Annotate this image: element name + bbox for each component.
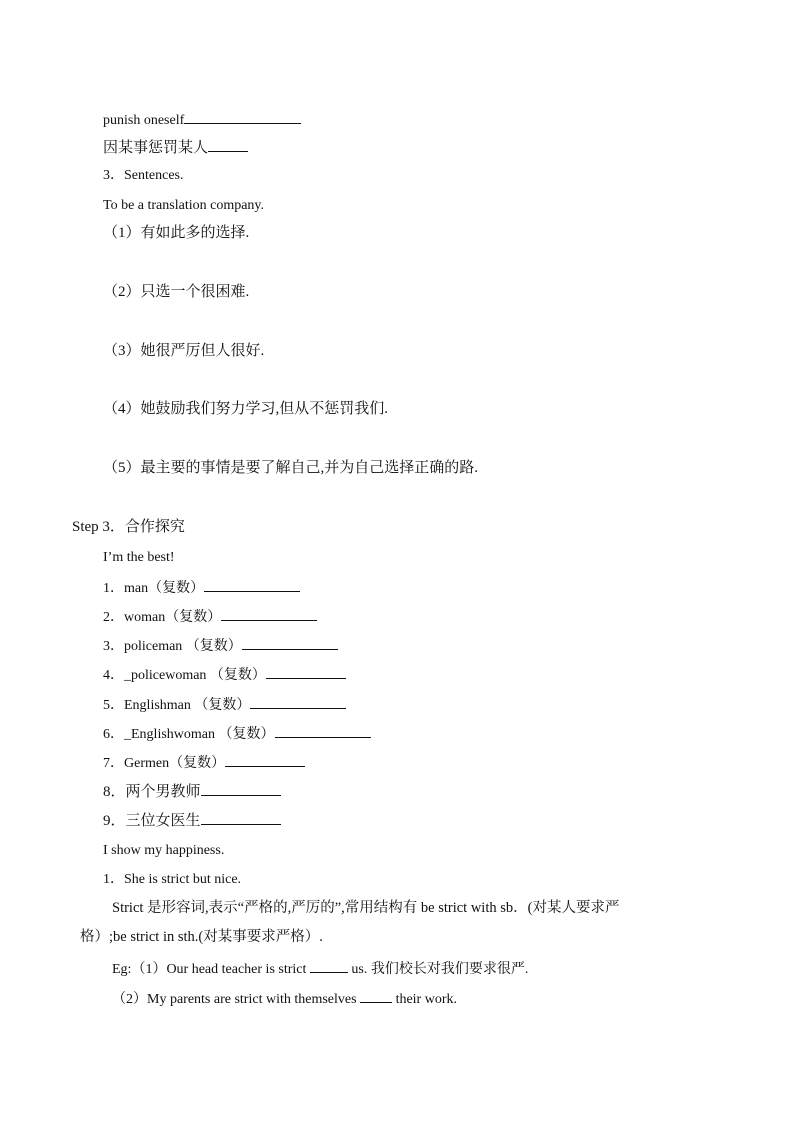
phrase-text: 因某事惩罚某人 (103, 140, 209, 156)
section-heading-sentences: 3．Sentences. (103, 168, 184, 183)
answer-blank[interactable] (225, 752, 305, 767)
answer-blank[interactable] (266, 664, 346, 679)
example-1 (112, 958, 528, 979)
plural-item-6 (103, 723, 371, 744)
item-text: 4．_policewoman （复数） (103, 668, 266, 683)
item-text: 3．policeman （复数） (103, 639, 242, 654)
answer-blank[interactable] (221, 606, 317, 621)
answer-blank[interactable] (275, 723, 371, 738)
item-text: 2．woman（复数） (103, 610, 222, 625)
sentence-intro: To be a translation company. (103, 198, 265, 213)
plural-item-9 (103, 810, 281, 830)
step-3-heading: Step 3．合作探究 (72, 519, 185, 535)
phrase-punish-oneself (103, 109, 301, 130)
sentence-1: （1）有如此多的选择. (103, 225, 250, 241)
plural-item-4 (103, 664, 346, 685)
sentence-2: （2）只选一个很困难. (103, 284, 250, 300)
item-text: 5．Englishman （复数） (103, 698, 251, 713)
answer-blank[interactable] (204, 577, 300, 592)
answer-blank[interactable] (250, 694, 346, 709)
plural-item-2 (103, 606, 317, 627)
plural-item-3 (103, 635, 338, 656)
item-text: 8．两个男教师 (103, 784, 201, 800)
point-1: 1．She is strict but nice. (103, 872, 242, 887)
strict-explanation-line-2: 格）;be strict in sth.(对某事要求严格）. (80, 929, 323, 945)
answer-blank[interactable] (208, 137, 248, 152)
example-text: （2）My parents are strict with themselves (112, 992, 361, 1007)
plural-item-8 (103, 781, 281, 801)
example-text-end: their work. (392, 992, 457, 1007)
answer-blank[interactable] (242, 635, 338, 650)
answer-blank[interactable] (310, 958, 348, 973)
plural-item-7 (103, 752, 305, 773)
example-text-end: us. 我们校长对我们要求很严. (347, 962, 529, 977)
item-text: 9．三位女医生 (103, 813, 201, 829)
item-text: 1．man（复数） (103, 581, 205, 596)
sentence-4: （4）她鼓励我们努力学习,但从不惩罚我们. (103, 401, 389, 417)
phrase-text: punish oneself (103, 113, 185, 128)
item-text: 6．_Englishwoman （复数） (103, 727, 275, 742)
answer-blank[interactable] (201, 781, 281, 796)
sentence-5: （5）最主要的事情是要了解自己,并为自己选择正确的路. (103, 460, 479, 476)
strict-explanation-line-1: Strict 是形容词,表示“严格的,严厉的”,常用结构有 be strict with sb．(对某人要求严 (112, 900, 620, 916)
example-text: Eg:（1）Our head teacher is strict (112, 962, 310, 977)
subheading-happiness: I show my happiness. (103, 843, 225, 858)
example-2 (112, 988, 457, 1009)
item-text: 7．Germen（复数） (103, 756, 226, 771)
plural-item-1 (103, 577, 300, 598)
answer-blank[interactable] (184, 109, 301, 124)
answer-blank[interactable] (360, 988, 392, 1003)
phrase-punish-someone (103, 137, 248, 157)
subheading-best: I’m the best! (103, 550, 175, 565)
sentence-3: （3）她很严厉但人很好. (103, 343, 265, 359)
plural-item-5 (103, 694, 346, 715)
answer-blank[interactable] (201, 810, 281, 825)
